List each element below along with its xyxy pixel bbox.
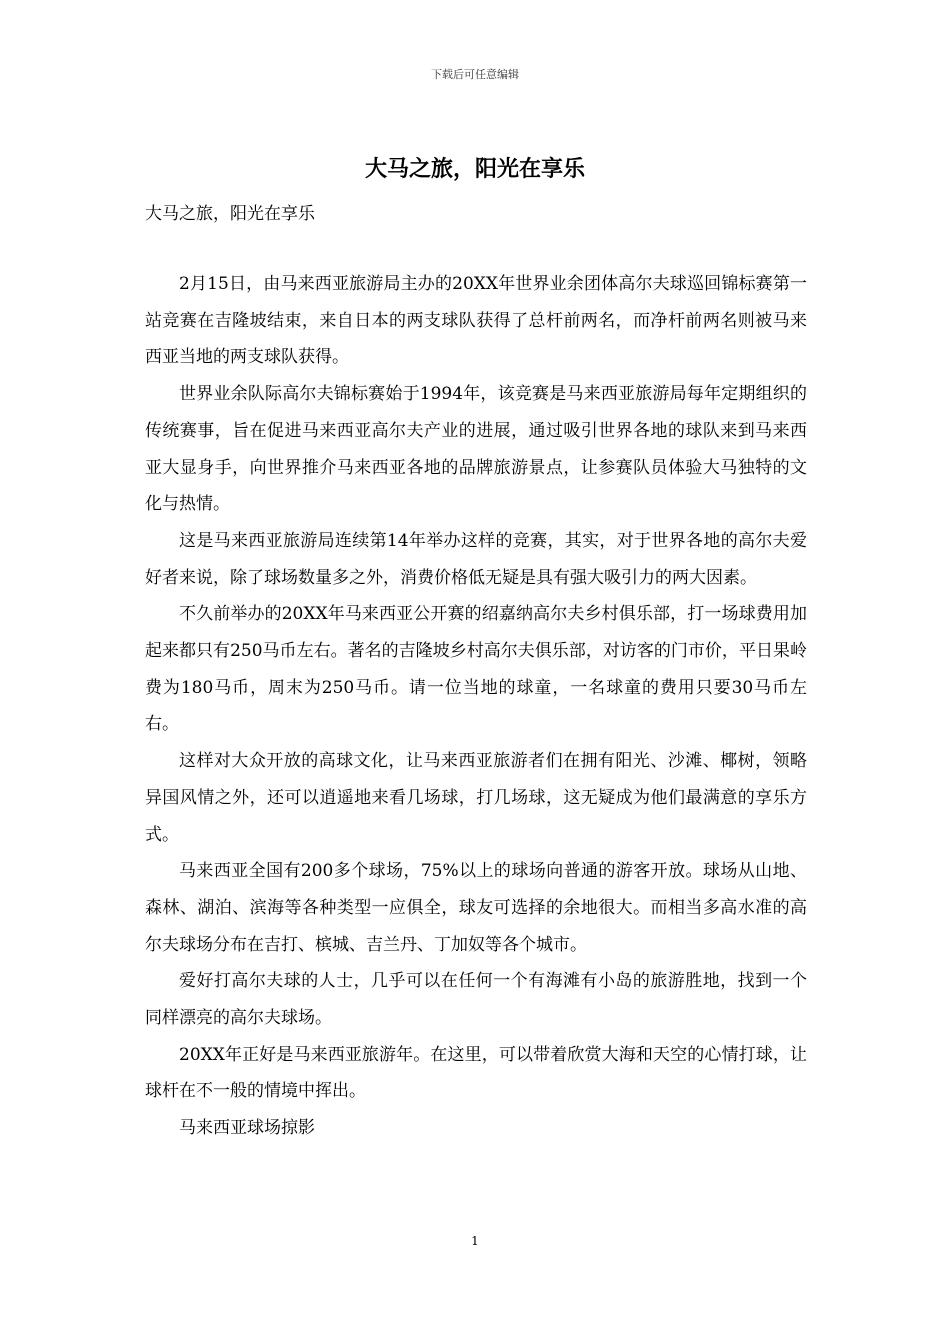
document-title: 大马之旅，阳光在享乐 — [364, 157, 585, 182]
paragraph: 爱好打高尔夫球的人士，几乎可以在任何一个有海滩有小岛的旅游胜地，找到一个同样漂亮的高尔夫球场。 — [145, 971, 807, 1029]
page-number: 1 — [471, 1234, 479, 1248]
paragraph: 世界业余队际高尔夫锦标赛始于1994年，该竞赛是马来西亚旅游局每年定期组织的传统赛事，旨在促进马来西亚高尔夫产业的进展，通过吸引世界各地的球队来到马来西亚大显身手，向世界推介马来西亚各地的品牌旅游景点，让参赛队员体验大马独特的文化与热情。 — [145, 384, 807, 515]
header-note: 下载后可任意编辑 — [431, 68, 519, 81]
document-subtitle: 大马之旅，阳光在享乐 — [145, 204, 315, 224]
paragraph: 这样对大众开放的高球文化，让马来西亚旅游者们在拥有阳光、沙滩、椰树，领略异国风情之外，还可以逍遥地来看几场球，打几场球，这无疑成为他们最满意的享乐方式。 — [145, 751, 807, 845]
document-body — [145, 266, 807, 1147]
paragraph: 马来西亚球场掠影 — [179, 1118, 315, 1139]
paragraph: 不久前举办的20XX年马来西亚公开赛的绍嘉纳高尔夫乡村俱乐部，打一场球费用加起来都只有250马币左右。著名的吉隆坡乡村高尔夫俱乐部，对访客的门市价，平日果岭费为180马币，周末为250马币。请一位当地的球童，一名球童的费用只要30马币左右。 — [145, 604, 807, 735]
paragraph: 这是马来西亚旅游局连续第14年举办这样的竞赛，其实，对于世界各地的高尔夫爱好者来说，除了球场数量多之外，消费价格低无疑是具有强大吸引力的两大因素。 — [145, 530, 807, 588]
paragraph: 马来西亚全国有200多个球场，75%以上的球场向普通的游客开放。球场从山地、森林、湖泊、滨海等各种类型一应俱全，球友可选择的余地很大。而相当多高水准的高尔夫球场分布在吉打、槟城、吉兰丹、丁加奴等各个城市。 — [145, 861, 807, 955]
paragraph: 20XX年正好是马来西亚旅游年。在这里，可以带着欣赏大海和天空的心情打球，让球杆在不一般的情境中挥出。 — [145, 1044, 807, 1102]
paragraph: 2月15日，由马来西亚旅游局主办的20XX年世界业余团体高尔夫球巡回锦标赛第一站竞赛在吉隆坡结束，来自日本的两支球队获得了总杆前两名，而净杆前两名则被马来西亚当地的两支球队获得。 — [145, 274, 807, 368]
